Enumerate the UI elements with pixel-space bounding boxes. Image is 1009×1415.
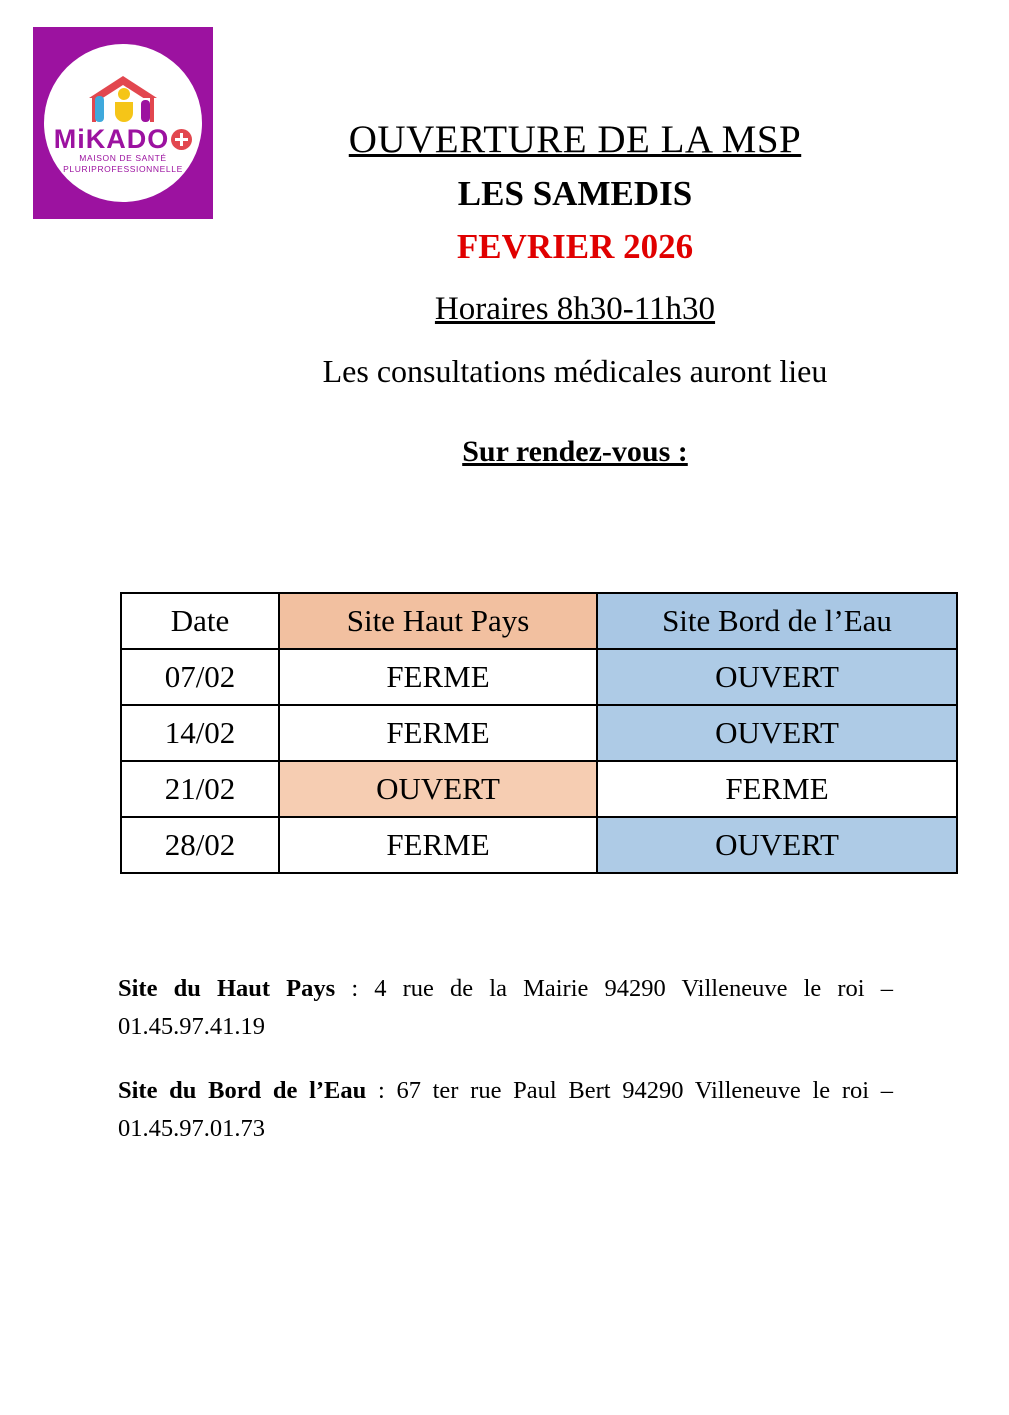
mikado-logo bbox=[33, 27, 213, 219]
row-haut-pays-status: FERME bbox=[279, 649, 597, 705]
house-icon bbox=[81, 76, 165, 124]
address-haut-pays-label: Site du Haut Pays bbox=[118, 975, 336, 1002]
row-bord-eau-status: FERME bbox=[597, 761, 957, 817]
appointment-notice: Sur rendez-vous : bbox=[462, 435, 688, 469]
logo-wordmark bbox=[53, 123, 193, 154]
page-title: OUVERTURE DE LA MSP bbox=[348, 118, 802, 161]
logo-brand-text: MiKADO bbox=[53, 123, 170, 154]
medical-cross-icon bbox=[171, 129, 192, 150]
address-haut-pays-text: 4 rue de la Mairie 94290 Villeneuve le roi – 01.45.97.41.19 bbox=[118, 975, 893, 1040]
table-row bbox=[121, 649, 957, 705]
row-haut-pays-status: OUVERT bbox=[279, 761, 597, 817]
row-bord-eau-status: OUVERT bbox=[597, 817, 957, 873]
row-bord-eau-status: OUVERT bbox=[597, 649, 957, 705]
addresses-section bbox=[118, 970, 893, 1174]
opening-hours: Horaires 8h30-11h30 bbox=[434, 291, 716, 328]
page-month-year: FEVRIER 2026 bbox=[456, 227, 694, 267]
consultation-notice: Les consultations médicales auront lieu bbox=[322, 353, 828, 390]
row-date: 14/02 bbox=[121, 705, 279, 761]
table-header-row bbox=[121, 593, 957, 649]
address-bord-eau-text: 67 ter rue Paul Bert 94290 Villeneuve le roi – 01.45.97.01.73 bbox=[118, 1076, 893, 1142]
schedule-table bbox=[120, 592, 958, 874]
table-header-haut-pays: Site Haut Pays bbox=[279, 593, 597, 649]
row-date: 28/02 bbox=[121, 817, 279, 873]
row-date: 21/02 bbox=[121, 761, 279, 817]
page-subtitle-saturdays: LES SAMEDIS bbox=[457, 173, 693, 213]
address-haut-pays-separator: : bbox=[335, 975, 375, 1002]
table-header-bord-eau: Site Bord de l’Eau bbox=[597, 593, 957, 649]
row-haut-pays-status: FERME bbox=[279, 817, 597, 873]
address-bord-eau bbox=[118, 1072, 893, 1148]
address-haut-pays bbox=[118, 970, 893, 1046]
heading-block bbox=[225, 118, 925, 470]
table-row bbox=[121, 705, 957, 761]
logo-subtitle-1: MAISON DE SANTÉ bbox=[79, 152, 167, 163]
table-header-date: Date bbox=[121, 593, 279, 649]
address-bord-eau-separator: : bbox=[366, 1076, 397, 1104]
row-date: 07/02 bbox=[121, 649, 279, 705]
logo-circle bbox=[44, 44, 202, 202]
address-bord-eau-label: Site du Bord de l’Eau bbox=[118, 1076, 367, 1104]
row-haut-pays-status: FERME bbox=[279, 705, 597, 761]
table-row bbox=[121, 817, 957, 873]
row-bord-eau-status: OUVERT bbox=[597, 705, 957, 761]
logo-subtitle-2: PLURIPROFESSIONNELLE bbox=[63, 163, 183, 174]
table-row bbox=[121, 761, 957, 817]
